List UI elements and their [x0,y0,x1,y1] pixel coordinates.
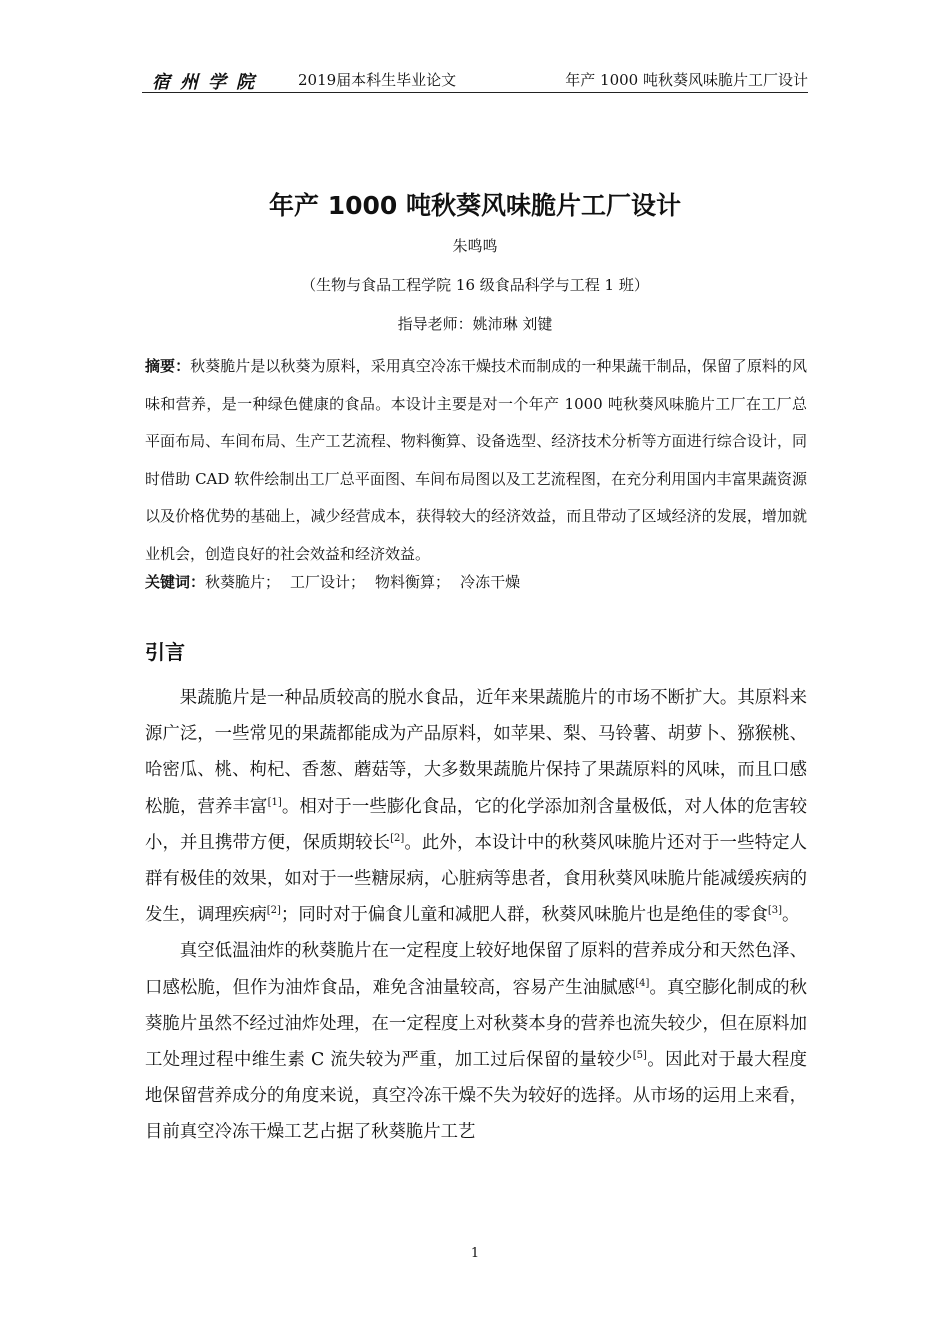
keywords-label: 关键词： [145,573,206,591]
page-header [142,66,808,92]
text-run: 。因此对于最大程度地保留营养成分的角度来说，真空冷冻干燥不失为较好的选择。从市场的运用上来看，目前真空冷冻干燥工艺占据了秋葵脆片工艺 [145,1050,807,1143]
citation: [5] [632,1050,647,1062]
page-number: 1 [470,1246,480,1261]
paragraph [145,680,807,933]
header-rule [142,92,808,93]
abstract [145,348,807,573]
header-running-title: 年产 1000 吨秋葵风味脆片工厂设计 [565,71,808,89]
abstract-label: 摘要： [145,357,191,375]
text-run: 。此外，本设计中的秋葵风味脆片还对于一些特定人群有极佳的效果，如对于一些糖尿病，心脏病等患者，食用秋葵风味脆片能减缓疾病的发生，调理疾病 [145,832,807,926]
keywords [145,568,807,596]
keyword-item: 物料衡算； [375,573,451,591]
body-text [145,680,807,1151]
text-run: ；同时对于偏食儿童和减肥人群，秋葵风味脆片也是绝佳的零食 [280,905,768,926]
paper-title: 年产 1000 吨秋葵风味脆片工厂设计 [269,191,681,220]
citation: [1] [267,796,282,808]
affiliation: （生物与食品工程学院 16 级食品科学与工程 1 班） [301,276,649,294]
text-run: 。真空膨化制成的秋葵脆片虽然不经过油炸处理，在一定程度上对秋葵本身的营养也流失较少，但在原料加工处理过程中维生素 C 流失较为严重，加工过后保留的量较少 [145,977,807,1071]
paragraph [145,933,807,1150]
text-run: 果蔬脆片是一种品质较高的脱水食品，近年来果蔬脆片的市场不断扩大。其原料来源广泛，一些常见的果蔬都能成为产品原料，如苹果、梨、马铃薯、胡萝卜、猕猴桃、哈密瓜、桃、枸杞、香葱、蘑菇等，大多数果蔬脆片保持了果蔬原料的风味，而且口感松脆，营养丰富 [145,688,807,817]
school-logo-text: 宿州学院 [152,72,264,93]
citation: [4] [635,977,650,989]
keyword-item: 冷冻干燥 [460,573,521,591]
text-run: 真空低温油炸的秋葵脆片在一定程度上较好地保留了原料的营养成分和天然色泽、口感松脆，但作为油炸食品，难免含油量较高，容易产生油腻感 [145,941,807,998]
header-thesis-label: 2019届本科生毕业论文 [298,71,457,89]
author-name: 朱鸣鸣 [452,237,498,255]
keyword-item: 工厂设计； [290,573,366,591]
advisor-line: 指导老师：姚沛琳 刘键 [397,315,553,333]
abstract-text: 秋葵脆片是以秋葵为原料，采用真空冷冻干燥技术而制成的一种果蔬干制品，保留了原料的风味和营养，是一种绿色健康的食品。本设计主要是对一个年产 1000 吨秋葵风味脆片工厂在工厂总平面布局、车间布局、生产工艺流程、物料衡算、设备选型、经济技术分析等方面进行综合设计，同时借助 CAD 软件绘制出工厂总平面图、车间布局图以及工艺流程图，在充分利用国内丰富果蔬资源以及价格优势的基础上，减少经营成本，获得较大的经济效益，而且带动了区域经济的发展，增加就业机会，创造良好的社会效益和经济效益。 [145,357,807,563]
text-run: 。 [782,905,800,926]
citation: [3] [767,905,783,917]
text-run: 。相对于一些膨化食品，它的化学添加剂含量极低，对人体的危害较小，并且携带方便，保质期较长 [145,796,807,853]
citation: [2] [390,833,405,845]
section-heading-introduction: 引言 [145,640,185,664]
keyword-item: 秋葵脆片； [205,573,281,591]
citation: [2] [266,905,281,917]
